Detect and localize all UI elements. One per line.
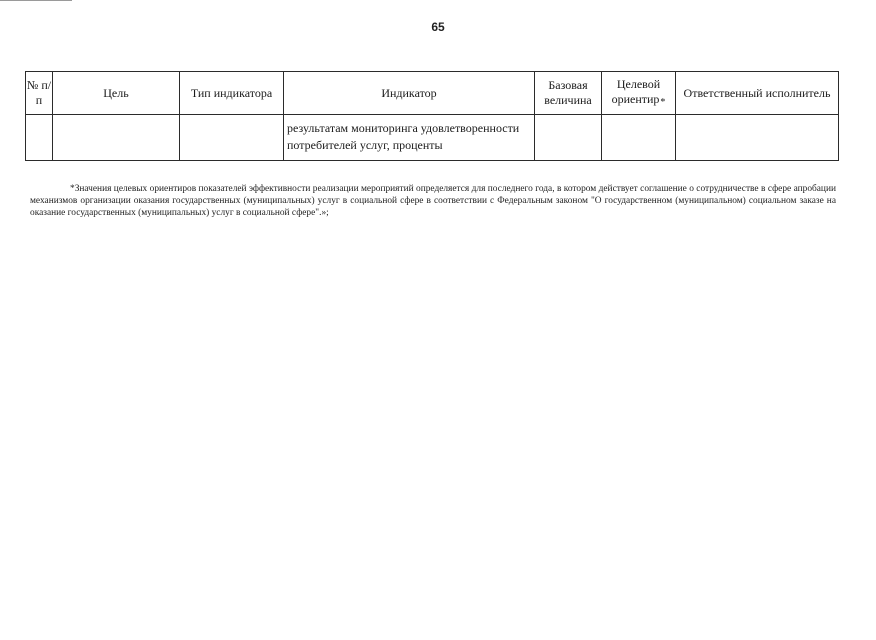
cell-responsible (676, 115, 839, 161)
header-target-label: Целевой ориентир (611, 76, 661, 106)
page-number: 65 (431, 20, 445, 34)
scan-edge-mark (0, 0, 72, 1)
cell-indicator: результатам мониторинга удовлетворенности потребителей услуг, проценты (284, 115, 535, 161)
header-target-footnote-mark: * (660, 96, 666, 108)
header-base-value: Базовая величина (535, 72, 602, 115)
header-goal: Цель (53, 72, 180, 115)
table-header-row (26, 72, 839, 115)
header-number: № п/п (26, 72, 53, 115)
header-indicator: Индикатор (284, 72, 535, 115)
footnote (30, 183, 836, 219)
cell-goal (53, 115, 180, 161)
indicators-table (25, 71, 839, 161)
footnote-text: *Значения целевых ориентиров показателей эффективности реализации мероприятий определяется для последнего года, в котором действует соглашение о сотрудничестве в сфере апробации механизмов организации оказания государственных (муниципальных) услуг в социальной сфере в соответствии с Федеральным законом "О государственном (муниципальном) социальном заказе на оказание государственных (муниципальных) услуг в социальной сфере".»; (30, 184, 836, 218)
table-row (26, 115, 839, 161)
cell-indicator-type (180, 115, 284, 161)
header-indicator-type: Тип индикатора (180, 72, 284, 115)
cell-number (26, 115, 53, 161)
cell-target (602, 115, 676, 161)
header-responsible: Ответственный исполнитель (676, 72, 839, 115)
cell-base-value (535, 115, 602, 161)
header-target (602, 72, 676, 115)
